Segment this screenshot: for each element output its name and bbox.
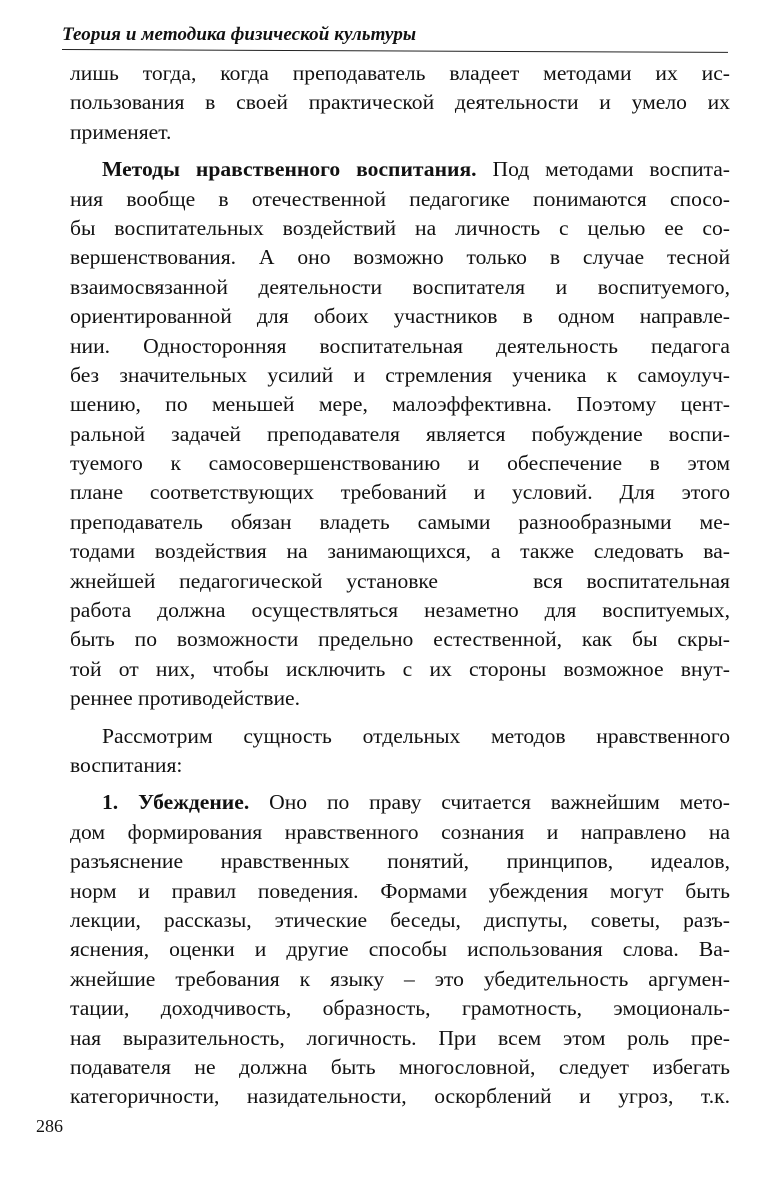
text-line: воспитания: [70,752,183,777]
text-line: яснения, оценки и другие способы использования слова. Ва- [70,937,730,962]
text-line: применяет. [70,119,172,144]
text-line: ная выразительность, логичность. При всем этом роль пре- [70,1025,730,1050]
section-heading: Методы нравственного воспитания. [102,157,477,182]
text-line: вершенствования. А оно возможно только в случае тесной [70,245,730,270]
text-line: ориентированной для обоих участников в одном направле- [70,304,730,329]
paragraph-continuation [70,59,730,147]
text-line: подавателя не должна быть многословной, следует избегать [70,1054,730,1079]
text-line: ральной задачей преподавателя является побуждение воспи- [70,421,730,446]
text-line: тации, доходчивость, образность, грамотность, эмоциональ- [70,996,730,1021]
text-line: быть по возможности предельно естественной, как бы скры- [70,627,730,652]
paragraph-consider [70,722,730,781]
text-line: той от них, чтобы исключить с их стороны возможное внут- [70,656,730,681]
text-line: бы воспитательных воздействий на личность с целью ее со- [70,215,730,240]
text-line: 1. Убеждение. Оно по праву считается важнейшим мето- [102,790,730,815]
text-line: нии. Односторонняя воспитательная деятельность педагога [70,333,730,358]
text-line: взаимосвязанной деятельности воспитателя и воспитуемого, [70,274,730,299]
text-line: категоричности, назидательности, оскорблений и угроз, т.к. [70,1084,730,1109]
text-line: жнейшие требования к языку – это убедительность аргумен- [70,966,730,991]
text-line: тодами воздействия на занимающихся, а также следовать ва- [70,539,730,564]
text-line: преподаватель обязан владеть самыми разнообразными ме- [70,509,730,534]
paragraph-persuasion [70,788,730,1111]
text-line: ния вообще в отечественной педагогике понимаются спосо- [70,186,730,211]
text-line: жнейшей педагогической установке вся воспитательная [70,568,730,593]
text-line: Рассмотрим сущность отдельных методов нравственного [102,723,730,748]
text-line: дом формирования нравственного сознания и направлено на [70,819,730,844]
text-line: пользования в своей практической деятельности и умело их [70,90,730,115]
text-line: реннее противодействие. [70,686,301,711]
text-line: туемого к самосовершенствованию и обеспечение в этом [70,451,730,476]
body-text [70,59,730,1112]
running-header: Теория и методика физической культуры [62,24,417,45]
text-line: лишь тогда, когда преподаватель владеет методами их ис- [70,61,730,85]
text-line: без значительных усилий и стремления ученика к самоулуч- [70,362,730,387]
text-line: норм и правил поведения. Формами убеждения могут быть [70,878,730,903]
text-line: разъяснение нравственных понятий, принципов, идеалов, [70,849,730,874]
section-heading: 1. Убеждение. [102,790,250,815]
text-line: работа должна осуществляться незаметно для воспитуемых, [70,598,730,623]
text-line: Методы нравственного воспитания. Под методами воспита- [102,157,730,182]
text-line: плане соответствующих требований и условий. Для этого [70,480,730,505]
page-number: 286 [36,1116,63,1136]
paragraph-moral-methods [70,155,730,713]
header-rule [62,49,728,53]
text-line: шению, по меньшей мере, малоэффективна. Поэтому цент- [70,392,730,417]
text-line: лекции, рассказы, этические беседы, диспуты, советы, разъ- [70,907,730,932]
